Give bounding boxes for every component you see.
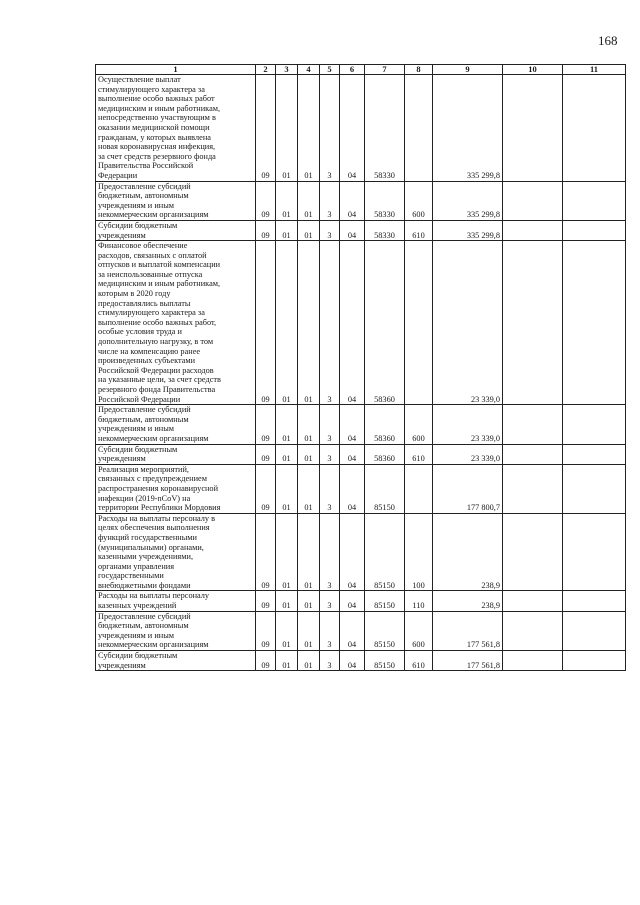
cell-event: 04 [340, 591, 365, 611]
cell-expense-type [405, 75, 433, 182]
cell-direction: 58360 [365, 444, 405, 464]
cell-col10 [503, 405, 563, 444]
cell-subprogram: 3 [320, 591, 340, 611]
col-header-8: 8 [405, 65, 433, 75]
cell-section: 09 [256, 464, 276, 513]
cell-event: 04 [340, 651, 365, 671]
cell-direction: 58360 [365, 241, 405, 405]
cell-col11 [563, 611, 626, 650]
cell-event: 04 [340, 220, 365, 240]
cell-program: 01 [298, 611, 320, 650]
cell-expense-type: 110 [405, 591, 433, 611]
cell-section: 09 [256, 513, 276, 591]
cell-expense-type: 600 [405, 181, 433, 220]
cell-event: 04 [340, 513, 365, 591]
cell-section: 09 [256, 75, 276, 182]
cell-amount: 177 561,8 [433, 651, 503, 671]
cell-col11 [563, 220, 626, 240]
table-row [96, 513, 626, 591]
cell-direction: 58330 [365, 181, 405, 220]
cell-col11 [563, 513, 626, 591]
cell-amount: 23 339,0 [433, 241, 503, 405]
cell-col10 [503, 241, 563, 405]
table-row [96, 75, 626, 182]
table-row [96, 591, 626, 611]
cell-program: 01 [298, 444, 320, 464]
col-header-1: 1 [96, 65, 256, 75]
cell-subsection: 01 [276, 405, 298, 444]
cell-subsection: 01 [276, 220, 298, 240]
cell-col11 [563, 464, 626, 513]
cell-col10 [503, 444, 563, 464]
row-name-cell: Реализация мероприятий, связанных с предупреждением распространения коронавирусной инфекции (2019-nCoV) на территории Республики Мордовия [96, 464, 256, 513]
cell-subsection: 01 [276, 591, 298, 611]
cell-expense-type: 100 [405, 513, 433, 591]
table-row [96, 444, 626, 464]
cell-col11 [563, 181, 626, 220]
col-header-10: 10 [503, 65, 563, 75]
cell-section: 09 [256, 591, 276, 611]
cell-col10 [503, 75, 563, 182]
cell-section: 09 [256, 241, 276, 405]
page-number: 168 [598, 33, 618, 48]
cell-subsection: 01 [276, 241, 298, 405]
cell-event: 04 [340, 241, 365, 405]
row-name-cell: Субсидии бюджетным учреждениям [96, 220, 256, 240]
cell-event: 04 [340, 75, 365, 182]
cell-col10 [503, 220, 563, 240]
cell-section: 09 [256, 405, 276, 444]
cell-col11 [563, 651, 626, 671]
budget-table [95, 64, 626, 671]
cell-amount: 335 299,8 [433, 181, 503, 220]
cell-subprogram: 3 [320, 181, 340, 220]
cell-section: 09 [256, 611, 276, 650]
row-name-cell: Предоставление субсидий бюджетным, автономным учреждениям и иным некоммерческим организациям [96, 611, 256, 650]
cell-subprogram: 3 [320, 405, 340, 444]
cell-direction: 58360 [365, 405, 405, 444]
cell-subsection: 01 [276, 181, 298, 220]
cell-program: 01 [298, 241, 320, 405]
cell-event: 04 [340, 405, 365, 444]
row-name-cell: Субсидии бюджетным учреждениям [96, 444, 256, 464]
table-row [96, 241, 626, 405]
cell-program: 01 [298, 591, 320, 611]
table-row [96, 464, 626, 513]
cell-direction: 85150 [365, 651, 405, 671]
row-name-cell: Финансовое обеспечение расходов, связанных с оплатой отпусков и выплатой компенсации за неиспользованные отпуска медицинским и иным работникам, которым в 2020 году предоставлялись выплаты стимулирующего характера за выполнение особо важных работ, особые условия труда и дополнительную нагрузку, в том числе на компенсацию ранее произведенных субъектами Российской Федерации расходов на указанные цели, за счет средств резервного фонда Правительства Российской Федерации [96, 241, 256, 405]
cell-subprogram: 3 [320, 241, 340, 405]
cell-amount: 238,9 [433, 591, 503, 611]
cell-direction: 85150 [365, 591, 405, 611]
cell-expense-type: 610 [405, 651, 433, 671]
table-header-row [96, 65, 626, 75]
cell-expense-type: 610 [405, 220, 433, 240]
cell-program: 01 [298, 181, 320, 220]
row-name-cell: Осуществление выплат стимулирующего характера за выполнение особо важных работ медицинским и иным работникам, непосредственно участвующим в оказании медицинской помощи гражданам, у которых выявлена новая коронавирусная инфекция, за счет средств резервного фонда Правительства Российской Федерации [96, 75, 256, 182]
cell-subsection: 01 [276, 513, 298, 591]
cell-expense-type [405, 464, 433, 513]
col-header-2: 2 [256, 65, 276, 75]
cell-event: 04 [340, 444, 365, 464]
table-row [96, 611, 626, 650]
cell-section: 09 [256, 651, 276, 671]
cell-event: 04 [340, 464, 365, 513]
cell-event: 04 [340, 181, 365, 220]
cell-col11 [563, 75, 626, 182]
cell-col11 [563, 444, 626, 464]
cell-section: 09 [256, 444, 276, 464]
cell-subsection: 01 [276, 651, 298, 671]
cell-program: 01 [298, 651, 320, 671]
cell-expense-type [405, 241, 433, 405]
cell-direction: 85150 [365, 464, 405, 513]
cell-subprogram: 3 [320, 75, 340, 182]
cell-program: 01 [298, 405, 320, 444]
cell-amount: 177 800,7 [433, 464, 503, 513]
cell-expense-type: 600 [405, 611, 433, 650]
cell-direction: 85150 [365, 611, 405, 650]
cell-col11 [563, 591, 626, 611]
cell-subprogram: 3 [320, 513, 340, 591]
cell-direction: 58330 [365, 220, 405, 240]
cell-direction: 58330 [365, 75, 405, 182]
row-name-cell: Расходы на выплаты персоналу в целях обеспечения выполнения функций государственными (муниципальными) органами, казенными учреждениями, органами управления государственными внебюджетными фондами [96, 513, 256, 591]
cell-col10 [503, 181, 563, 220]
cell-col10 [503, 513, 563, 591]
cell-direction: 85150 [365, 513, 405, 591]
cell-amount: 23 339,0 [433, 444, 503, 464]
cell-amount: 335 299,8 [433, 75, 503, 182]
cell-subsection: 01 [276, 75, 298, 182]
cell-program: 01 [298, 513, 320, 591]
col-header-11: 11 [563, 65, 626, 75]
cell-col11 [563, 405, 626, 444]
cell-col11 [563, 241, 626, 405]
cell-section: 09 [256, 220, 276, 240]
table-row [96, 181, 626, 220]
col-header-5: 5 [320, 65, 340, 75]
col-header-7: 7 [365, 65, 405, 75]
row-name-cell: Предоставление субсидий бюджетным, автономным учреждениям и иным некоммерческим организациям [96, 405, 256, 444]
cell-section: 09 [256, 181, 276, 220]
cell-subsection: 01 [276, 464, 298, 513]
table-row [96, 651, 626, 671]
cell-program: 01 [298, 220, 320, 240]
cell-subprogram: 3 [320, 220, 340, 240]
row-name-cell: Предоставление субсидий бюджетным, автономным учреждениям и иным некоммерческим организациям [96, 181, 256, 220]
cell-amount: 23 339,0 [433, 405, 503, 444]
col-header-3: 3 [276, 65, 298, 75]
cell-col10 [503, 591, 563, 611]
cell-subsection: 01 [276, 444, 298, 464]
cell-col10 [503, 651, 563, 671]
cell-subsection: 01 [276, 611, 298, 650]
cell-col10 [503, 464, 563, 513]
cell-amount: 238,9 [433, 513, 503, 591]
col-header-4: 4 [298, 65, 320, 75]
cell-subprogram: 3 [320, 611, 340, 650]
cell-expense-type: 600 [405, 405, 433, 444]
col-header-9: 9 [433, 65, 503, 75]
col-header-6: 6 [340, 65, 365, 75]
cell-expense-type: 610 [405, 444, 433, 464]
cell-program: 01 [298, 75, 320, 182]
cell-col10 [503, 611, 563, 650]
row-name-cell: Субсидии бюджетным учреждениям [96, 651, 256, 671]
cell-event: 04 [340, 611, 365, 650]
cell-subprogram: 3 [320, 464, 340, 513]
table-row [96, 220, 626, 240]
cell-amount: 335 299,8 [433, 220, 503, 240]
cell-program: 01 [298, 464, 320, 513]
cell-amount: 177 561,8 [433, 611, 503, 650]
cell-subprogram: 3 [320, 444, 340, 464]
row-name-cell: Расходы на выплаты персоналу казенных учреждений [96, 591, 256, 611]
cell-subprogram: 3 [320, 651, 340, 671]
table-row [96, 405, 626, 444]
